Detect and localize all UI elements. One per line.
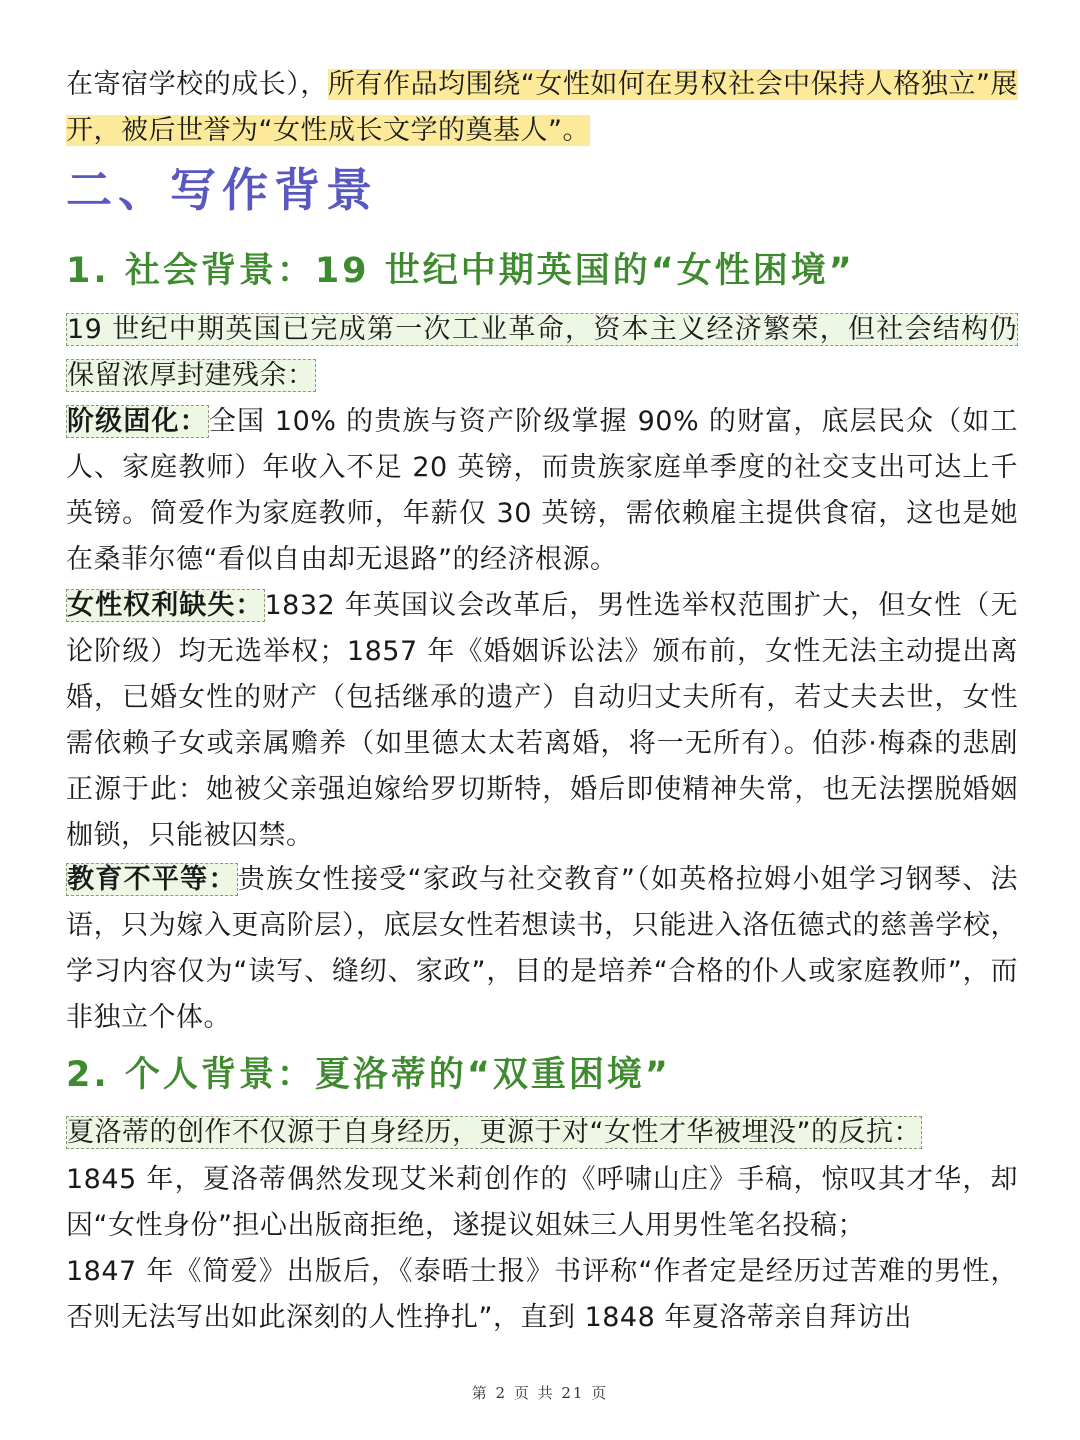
personal-background-heading: 2. 个人背景：夏洛蒂的“双重困境” (66, 1055, 671, 1095)
class-label: 阶级固化： (67, 406, 208, 437)
education-paragraph (66, 857, 1018, 1041)
rights-paragraph (66, 583, 1018, 859)
social-background-heading: 1. 社会背景：19 世纪中期英国的“女性困境” (66, 251, 855, 291)
rights-text: 1832 年英国议会改革后，男性选举权范围扩大，但女性（无论阶级）均无选举权；1857 年《婚姻诉讼法》颁布前，女性无法主动提出离婚，已婚女性的财产（包括继承的遗产）自动归丈夫所有，若丈夫去世，女性需依赖子女或亲属赡养（如里德太太若离婚，将一无所有）。伯莎·梅森的悲剧正源于此：她被父亲强迫嫁给罗切斯特，婚后即使精神失常，也无法摆脱婚姻枷锁，只能被囚禁。 (66, 590, 1018, 851)
personal-paragraph-1: 1845 年，夏洛蒂偶然发现艾米莉创作的《呼啸山庄》手稿，惊叹其才华，却因“女性身份”担心出版商拒绝，遂提议姐妹三人用男性笔名投稿； (66, 1164, 1018, 1241)
section-title: 二、写作背景 (66, 163, 378, 217)
rights-label: 女性权利缺失： (67, 590, 264, 621)
education-label: 教育不平等： (67, 864, 237, 895)
class-paragraph (66, 399, 1018, 583)
education-text: 贵族女性接受“家政与社交教育”（如英格拉姆小姐学习钢琴、法语，只为嫁入更高阶层），底层女性若想读书，只能进入洛伍德式的慈善学校，学习内容仅为“读写、缝纫、家政”，目的是培养“合格的仆人或家庭教师”，而非独立个体。 (66, 864, 1019, 1033)
social-lead-text: 19 世纪中期英国已完成第一次工业革命，资本主义经济繁荣，但社会结构仍保留浓厚封建残余： (67, 314, 1017, 391)
page-footer: 第 2 页 共 21 页 (471, 1384, 609, 1402)
class-text: 全国 10% 的贵族与资产阶级掌握 90% 的财富，底层民众（如工人、家庭教师）年收入不足 20 英镑，而贵族家庭单季度的社交支出可达上千英镑。简爱作为家庭教师，年薪仅 30 英镑，需依赖雇主提供食宿，这也是她在桑菲尔德“看似自由却无退路”的经济根源。 (66, 406, 1019, 575)
social-lead-paragraph (66, 307, 1018, 399)
personal-lead-paragraph (66, 1110, 1018, 1156)
intro-paragraph (66, 62, 1018, 154)
personal-paragraph-2: 1847 年《简爱》出版后，《泰晤士报》书评称“作者定是经历过苦难的男性，否则无法写出如此深刻的人性挣扎”，直到 1848 年夏洛蒂亲自拜访出 (66, 1256, 1018, 1333)
intro-plain-text: 在寄宿学校的成长）， (66, 69, 328, 100)
personal-lead-text: 夏洛蒂的创作不仅源于自身经历，更源于对“女性才华被埋没”的反抗： (67, 1117, 921, 1148)
intro-highlight-text: 所有作品均围绕“女性如何在男权社会中保持人格独立”展开，被后世誉为“女性成长文学的奠基人”。 (66, 69, 1018, 146)
